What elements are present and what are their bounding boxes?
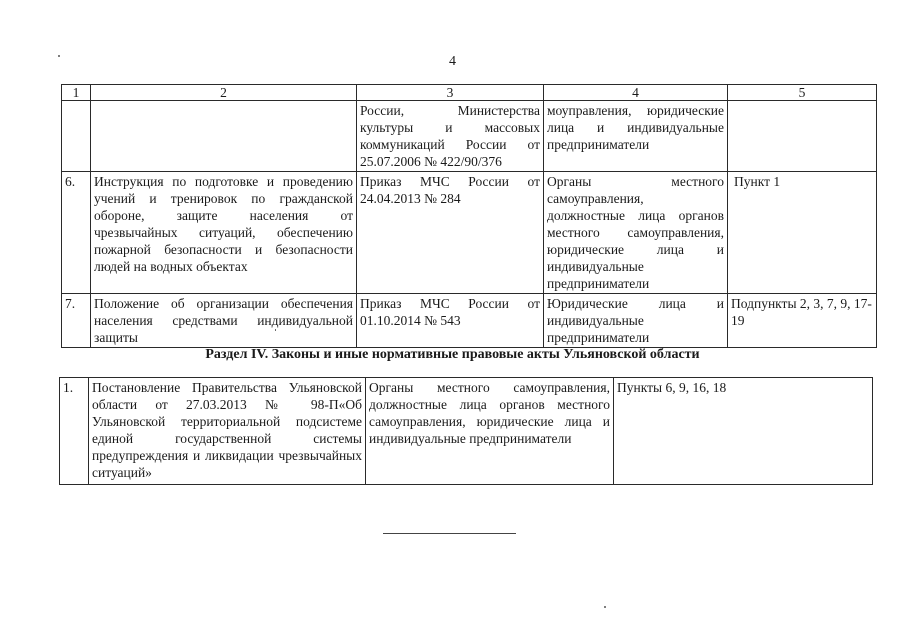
obligated-subjects-cell: Органы местного самоуправления, должностные лица органов местного самоуправления, юридические лица и индивидуальные предприниматели [366, 378, 614, 485]
page-number: 4 [449, 54, 456, 69]
points-cell: Пункт 1 [728, 172, 877, 294]
table-header-row [62, 85, 877, 101]
row-number-cell: 1. [60, 378, 89, 485]
points-cell [728, 101, 877, 172]
obligated-subjects-cell: моуправления, юридические лица и индивидуальные предприниматели [544, 101, 728, 172]
section-heading: Раздел IV. Законы и иные нормативные правовые акты Ульяновской области [205, 347, 700, 362]
scan-speck [275, 329, 276, 331]
column-header: 3 [357, 85, 544, 101]
obligated-subjects-cell: Органы местного самоуправления, должностные лица органов местного самоуправления, юридические лица и индивидуальные предприниматели [544, 172, 728, 294]
points-cell: Пункты 6, 9, 16, 18 [614, 378, 873, 485]
approval-act-cell: Приказ МЧС России от 24.04.2013 № 284 [357, 172, 544, 294]
row-number-cell [62, 101, 91, 172]
points-cell: Подпункты 2, 3, 7, 9, 17-19 [728, 294, 877, 348]
scan-speck [604, 606, 606, 608]
column-header: 2 [91, 85, 357, 101]
column-header: 5 [728, 85, 877, 101]
document-title-cell: Постановление Правительства Ульяновской области от 27.03.2013 № 98-П«Об Ульяновской территориальной подсистеме единой государственной системы предупреждения и ликвидации чрезвычайных ситуаций» [89, 378, 366, 485]
document-title-cell: Положение об организации обеспечения населения средствами индивидуальной защиты [91, 294, 357, 348]
row-number-cell: 6. [62, 172, 91, 294]
approval-act-cell: Приказ МЧС России от 01.10.2014 № 543 [357, 294, 544, 348]
scan-speck [58, 55, 60, 57]
table-row [62, 294, 877, 348]
regulations-table [61, 84, 877, 348]
document-title-cell: Инструкция по подготовке и проведению учений и тренировок по гражданской обороне, защите населения от чрезвычайных ситуаций, обеспечению пожарной безопасности и безопасности людей на водных объектах [91, 172, 357, 294]
table-row [60, 378, 873, 485]
table-row [62, 172, 877, 294]
column-header: 1 [62, 85, 91, 101]
table-row [62, 101, 877, 172]
document-title-cell [91, 101, 357, 172]
regional-acts-table [59, 377, 873, 485]
footer-divider [383, 533, 516, 534]
obligated-subjects-cell: Юридические лица и индивидуальные предприниматели [544, 294, 728, 348]
column-header: 4 [544, 85, 728, 101]
approval-act-cell: России, Министерства культуры и массовых коммуникаций России от 25.07.2006 № 422/90/376 [357, 101, 544, 172]
row-number-cell: 7. [62, 294, 91, 348]
